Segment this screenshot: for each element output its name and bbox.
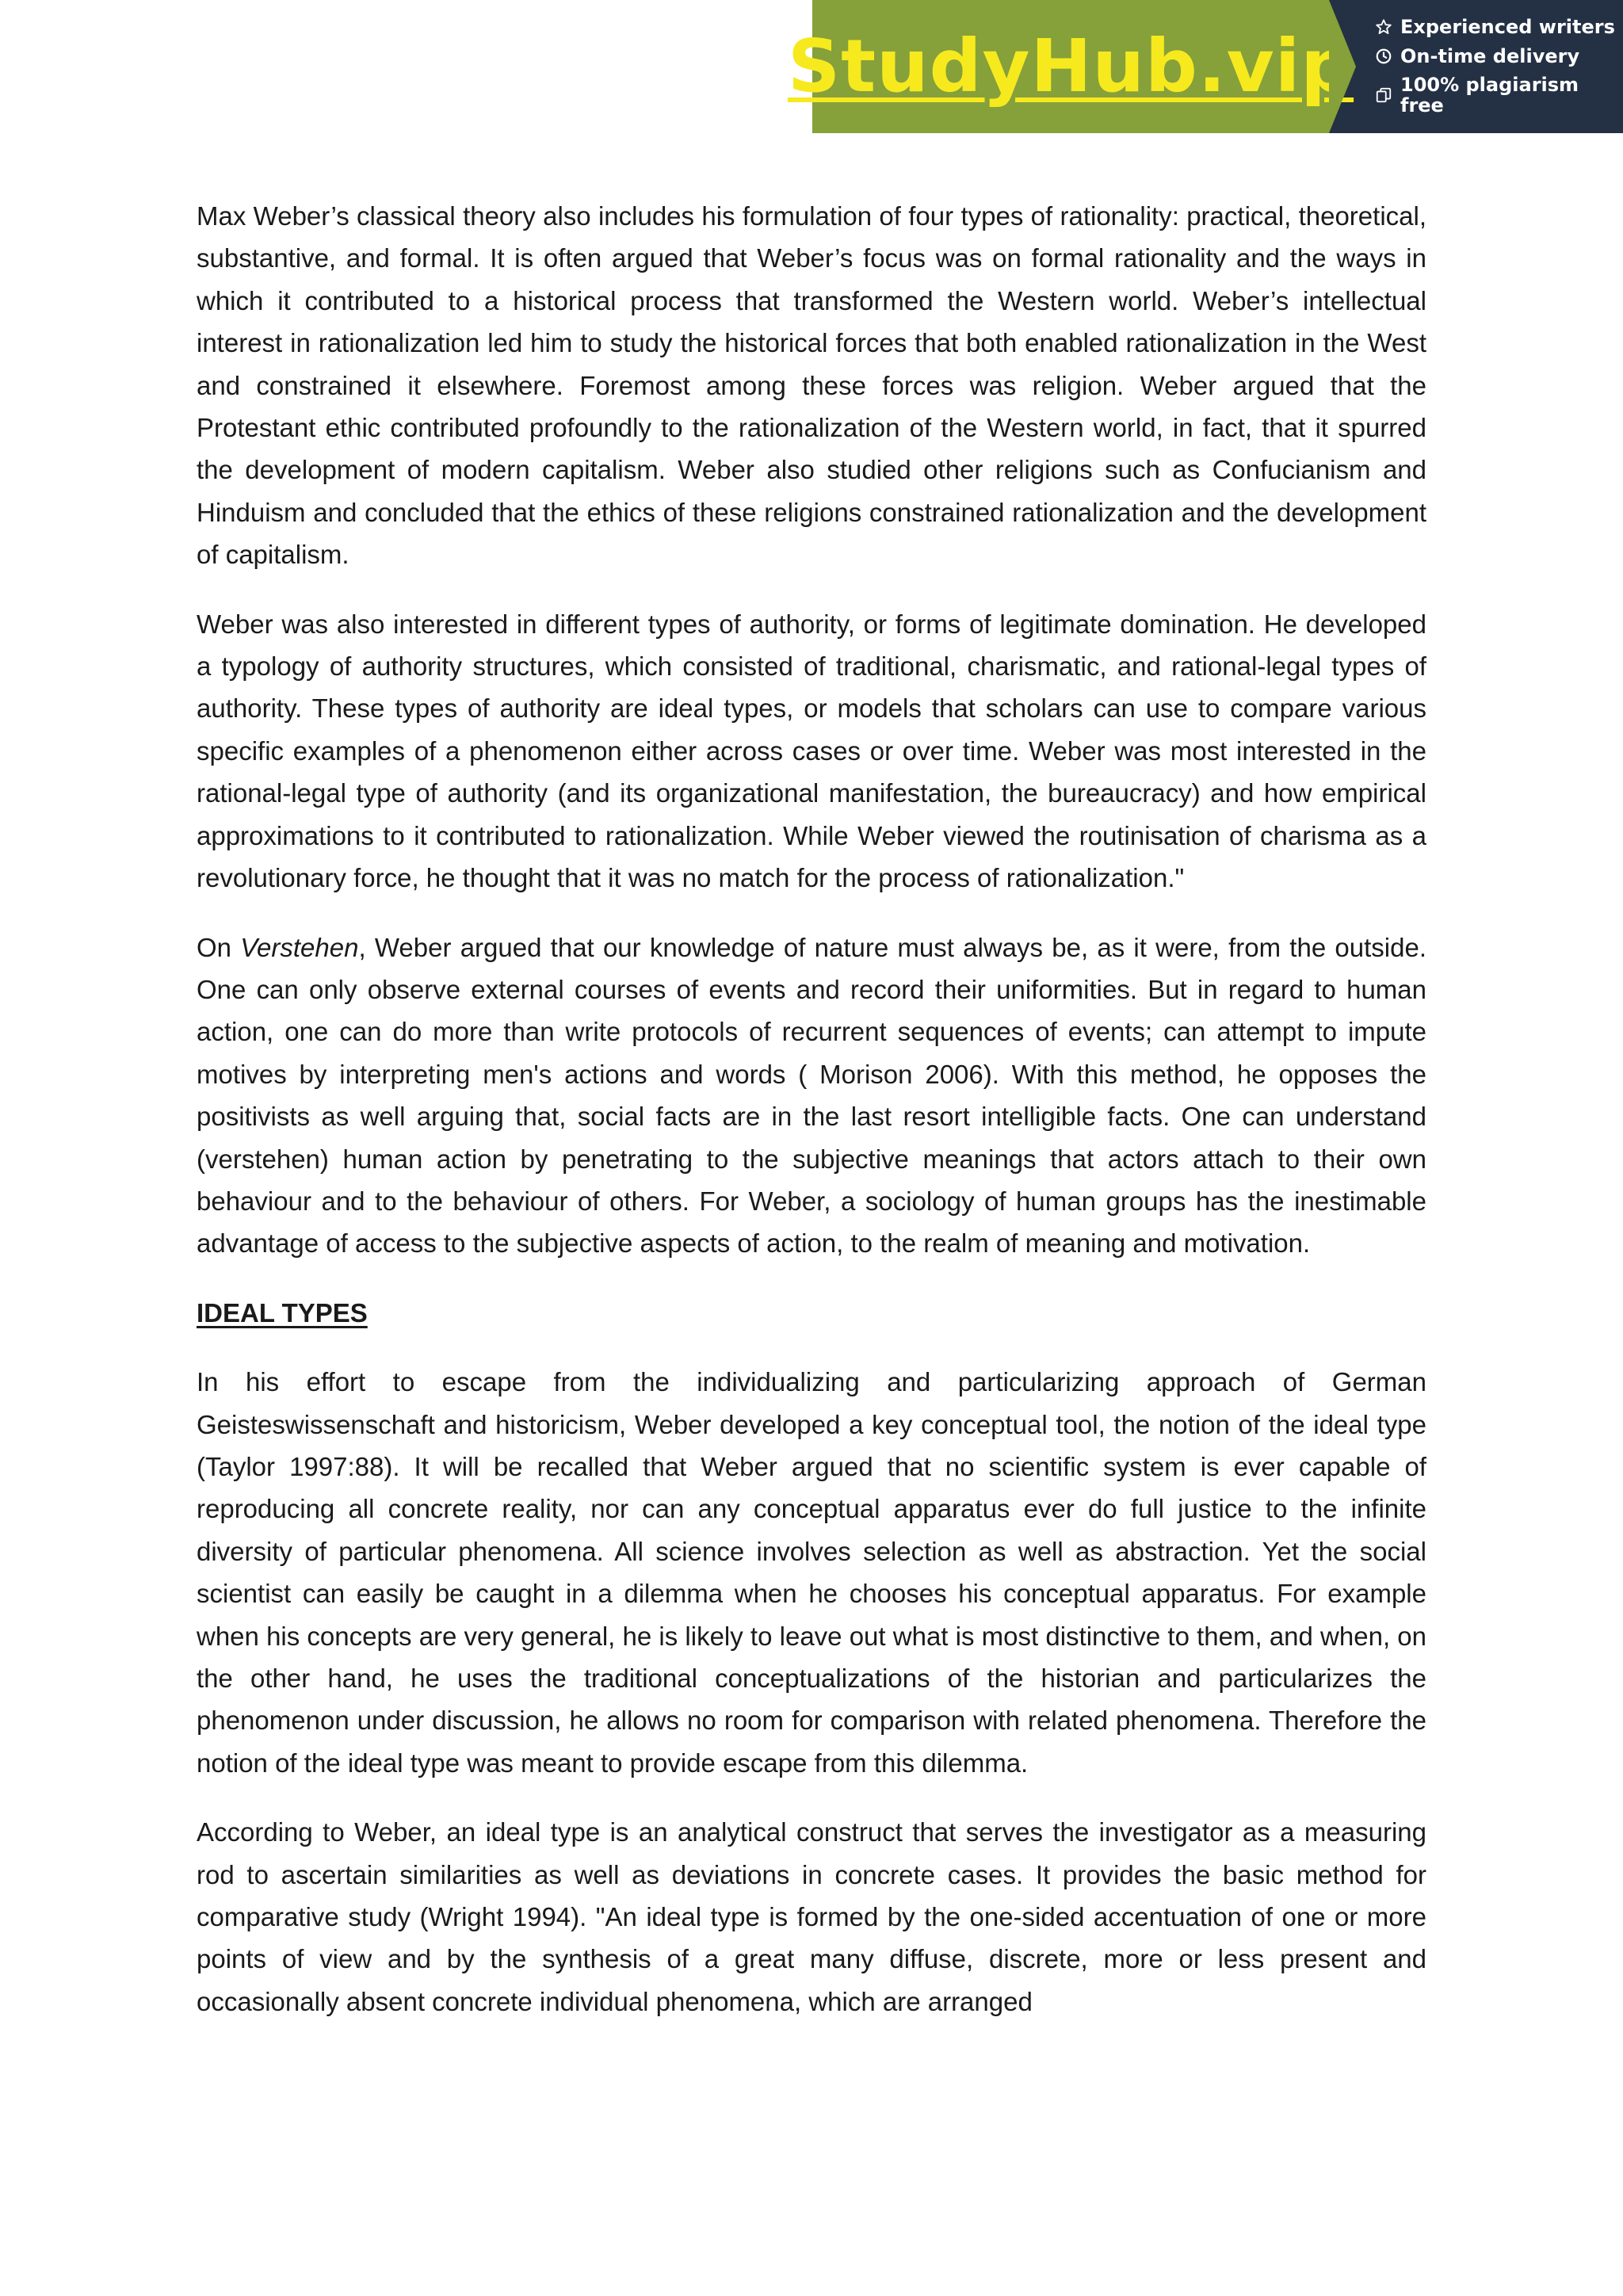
section-heading-ideal-types: IDEAL TYPES bbox=[197, 1297, 368, 1328]
feature-plagiarism-free bbox=[1375, 74, 1623, 117]
clock-icon bbox=[1375, 48, 1392, 65]
verstehen-text: , Weber argued that our knowledge of nature must always be, as it were, from the outside. One can only observe external courses of events and record their uniformities. But in regard to human action, one can do more than write protocols of recurrent sequences of events; can attempt to impute motives by interpreting men's actions and words ( Morison 2006). With this method, he opposes the positivists as well arguing that, social facts are in the last resort intelligible facts. One can understand (verstehen) human action by penetrating to the subjective meanings that actors attach to their own behaviour and to the behaviour of others. For Weber, a sociology of human groups has the inestimable advantage of access to the subjective aspects of action, to the realm of meaning and motivation. bbox=[197, 932, 1426, 1259]
feature-label: 100% plagiarism free bbox=[1400, 74, 1579, 117]
paragraph-authority: Weber was also interested in different types of authority, or forms of legitimate domination. He developed a typology of authority structures, which consisted of traditional, charismatic, and rational-legal types of authority. These types of authority are ideal types, or models that scholars can use to compare various specific examples of a phenomenon either across cases or over time. Weber was most interested in the rational-legal type of authority (and its organizational manifestation, the bureaucracy) and how empirical approximations to it contributed to rationalization. While Weber viewed the routinisation of charisma as a revolutionary force, he thought that it was no match for the process of rationalization." bbox=[197, 609, 1426, 893]
verstehen-prefix: On bbox=[197, 932, 241, 962]
copy-document-icon bbox=[1375, 86, 1392, 104]
paragraph-ideal-type-tool: In his effort to escape from the individualizing and particularizing approach of German Geisteswissenschaft and historicism, Weber developed a key conceptual tool, the notion of the ideal type (Taylor 1997:88). It will be recalled that Weber argued that no scientific system is ever capable of reproducing all concrete reality, nor can any conceptual apparatus ever do full justice to the infinite diversity of particular phenomena. All science involves selection as well as abstraction. Yet the social scientist can easily be caught in a dilemma when he chooses his conceptual apparatus. For example when his concepts are very general, he is likely to leave out what is most distinctive to them, and when, on the other hand, he uses the traditional conceptualizations of the historian and particularizes the phenomenon under discussion, he allows no room for comparison with related phenomena. Therefore the notion of the ideal type was meant to provide escape from this dilemma. bbox=[197, 1367, 1426, 1778]
banner-features bbox=[1329, 0, 1623, 133]
verstehen-term: Verstehen bbox=[240, 932, 359, 962]
paragraph-ideal-type-definition: According to Weber, an ideal type is an analytical construct that serves the investigator as a measuring rod to ascertain similarities as well as deviations in concrete cases. It provides the basic method for comparative study (Wright 1994). "An ideal type is formed by the one-sided accentuation of one or more points of view and by the synthesis of a great many diffuse, discrete, more or less present and occasionally absent concrete individual phenomena, which are arranged bbox=[197, 1817, 1426, 2016]
logo-text: StudyHub.vip bbox=[787, 24, 1354, 109]
feature-label: On-time delivery bbox=[1400, 44, 1580, 67]
feature-experienced-writers bbox=[1375, 17, 1623, 37]
studyhub-banner-link[interactable] bbox=[787, 0, 1623, 133]
paragraph-verstehen bbox=[197, 926, 1426, 1265]
feature-on-time-delivery bbox=[1375, 46, 1623, 67]
studyhub-logo[interactable] bbox=[787, 0, 1354, 133]
paragraph-rationality: Max Weber’s classical theory also includes his formulation of four types of rationality: practical, theoretical, substantive, and formal. It is often argued that Weber’s focus was on formal rationality and the ways in which it contributed to a historical process that transformed the Western world. Weber’s intellectual interest in rationalization led him to study the historical forces that both enabled rationalization in the West and constrained it elsewhere. Foremost among these forces was religion. Weber argued that the Protestant ethic contributed profoundly to the rationalization of the Western world, in fact, that it spurred the development of modern capitalism. Weber also studied other religions such as Confucianism and Hinduism and concluded that the ethics of these religions constrained rationalization and the development of capitalism. bbox=[197, 201, 1426, 570]
document-body bbox=[197, 195, 1426, 2023]
feature-label: Experienced writers bbox=[1400, 16, 1615, 39]
star-outline-icon bbox=[1375, 18, 1392, 36]
